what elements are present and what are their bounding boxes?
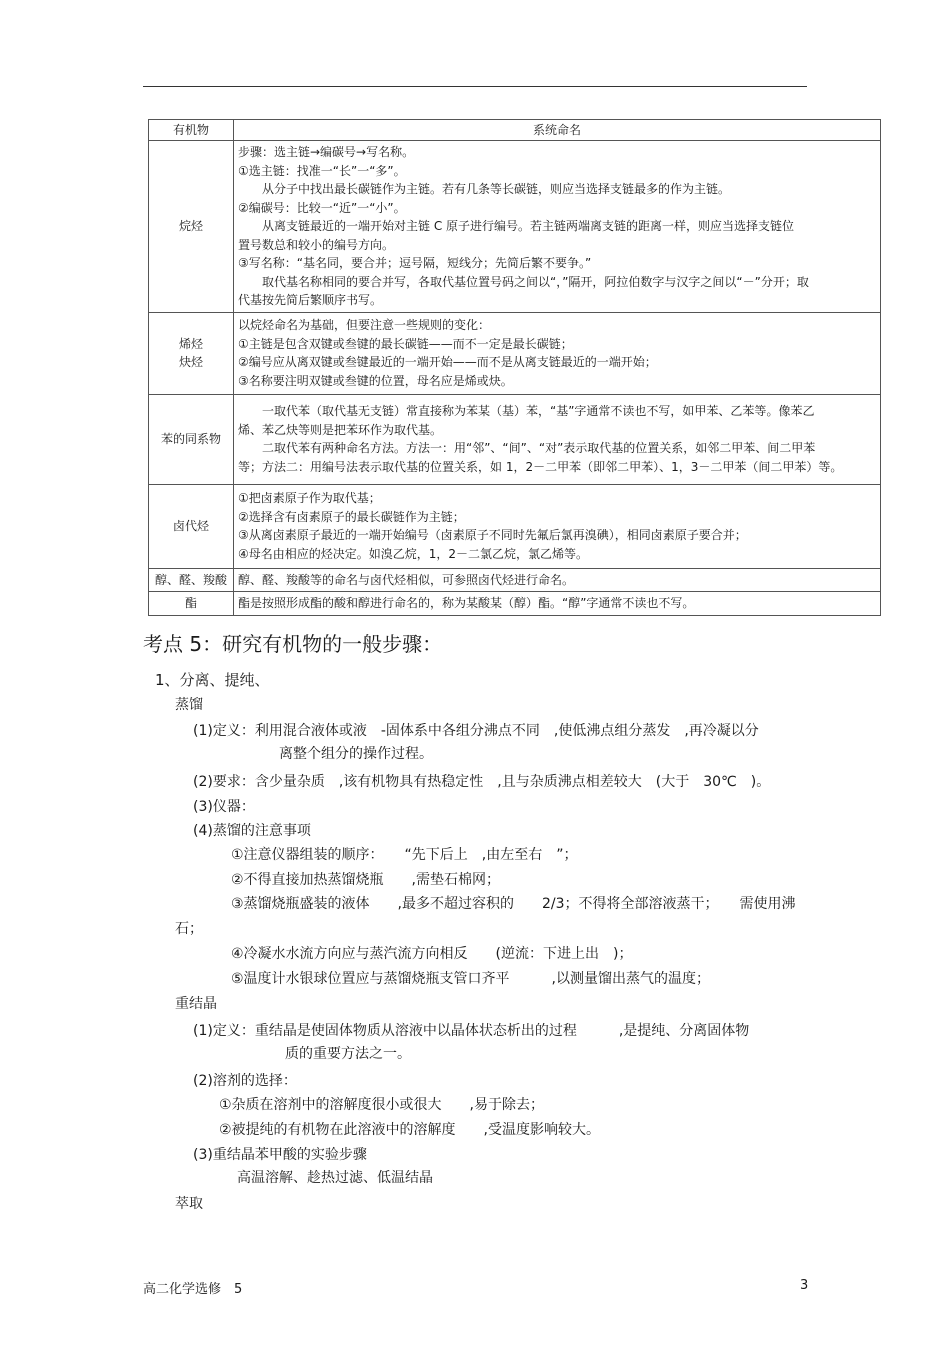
table-header-row [149, 120, 881, 141]
category-cell: 烷烃 [149, 141, 234, 313]
section-heading: 考点 5：研究有机物的一般步骤： [143, 632, 443, 656]
content-cell: 一取代苯（取代基无支链）常直接称为苯某（基）苯，“基”字通常不读也不写，如甲苯、乙苯等。像苯乙 烯、苯乙炔等则是把苯环作为取代基。 二取代苯有两种命名方法。方法一：用“邻”、“间”、“对”表示取代基的位置关系，如邻二甲苯、间二甲苯 等；方法二：用编号法表示取代基的位置关系，如 1，2－二甲苯（即邻二甲苯）、1，3－二甲苯（间二甲苯）等。 [234, 394, 881, 484]
table-row-haloalkane [149, 484, 881, 568]
recryst-solvent-2: ②被提纯的有机物在此溶液中的溶解度 ,受温度影响较大。 [219, 1122, 600, 1138]
table-row-alkane [149, 141, 881, 313]
distill-note-5: ⑤温度计水银球位置应与蒸馏烧瓶支管口齐平 ,以测量馏出蒸气的温度； [231, 971, 710, 987]
header-compound: 有机物 [149, 120, 234, 141]
recryst-solvent-1: ①杂质在溶剂中的溶解度很小或很大 ,易于除去； [219, 1097, 544, 1113]
recryst-title: 重结晶 [175, 996, 217, 1012]
distill-requirement: (2)要求：含少量杂质 ,该有机物具有热稳定性 ,且与杂质沸点相差较大 (大于 30℃ )。 [193, 774, 771, 790]
distill-title: 蒸馏 [175, 697, 203, 713]
content-cell: 步骤：选主链→编碳号→写名称。 ①选主链：找准一“长”一“多”。 从分子中找出最长碳链作为主链。若有几条等长碳链，则应当选择支链最多的作为主链。 ②编碳号：比较一“近”一“小”。 从离支链最近的一端开始对主链 C 原子进行编号。若主链两端离支链的距离一样，则应当选择支链位 置号数总和较小的编号方向。 ③写名称：“基名同，要合并；逗号隔，短线分；先简后繁不要争。” 取代基名称相同的要合并写，各取代基位置号码之间以“，”隔开，阿拉伯数字与汉字之间以“－”分开；取 代基按先简后繁顺序书写。 [234, 141, 881, 313]
recryst-def-line1: (1)定义：重结晶是使固体物质从溶液中以晶体状态析出的过程 ,是提纯、分离固体物 [193, 1023, 750, 1039]
content-cell: 以烷烃命名为基础，但要注意一些规则的变化： ①主链是包含双键或叁键的最长碳链——而不一定是最长碳链； ②编号应从离双键或叁键最近的一端开始——而不是从离支链最近的一端开始； ③名称要注明双键或叁键的位置，母名应是烯或炔。 [234, 312, 881, 394]
category-cell: 烯烃 炔烃 [149, 312, 234, 394]
recryst-steps-text: 高温溶解、趁热过滤、低温结晶 [237, 1170, 433, 1186]
subheading: 1、分离、提纯、 [155, 671, 270, 689]
distill-note-4: ④冷凝水水流方向应与蒸汽流方向相反 (逆流：下进上出 )； [231, 946, 633, 962]
table-row-alkene [149, 312, 881, 394]
content-cell: ①把卤素原子作为取代基； ②选择含有卤素原子的最长碳链作为主链； ③从离卤素原子最近的一端开始编号（卤素原子不同时先氟后氯再溴碘），相同卤素原子要合并； ④母名由相应的烃决定。如溴乙烷，1，2－二氯乙烷，氯乙烯等。 [234, 484, 881, 568]
recryst-solvent-title: (2)溶剂的选择： [193, 1073, 297, 1089]
distill-instruments: (3)仪器： [193, 799, 255, 815]
distill-notes-title: (4)蒸馏的注意事项 [193, 823, 311, 839]
recryst-def-line2: 质的重要方法之一。 [285, 1046, 411, 1062]
table-row-ester [149, 592, 881, 616]
content-cell: 醇、醛、羧酸等的命名与卤代烃相似，可参照卤代烃进行命名。 [234, 568, 881, 592]
distill-note-3: ③蒸馏烧瓶盛装的液体 ,最多不超过容积的 2/3；不得将全部溶液蒸干； 需使用沸 [231, 896, 796, 912]
distill-note-1: ①注意仪器组装的顺序： “先下后上 ,由左至右 ”； [231, 847, 578, 863]
category-cell: 卤代烃 [149, 484, 234, 568]
distill-def-line1: (1)定义：利用混合液体或液 -固体系中各组分沸点不同 ,使低沸点组分蒸发 ,再冷凝以分 [193, 723, 759, 739]
category-cell: 苯的同系物 [149, 394, 234, 484]
header-naming: 系统命名 [234, 120, 881, 141]
distill-def-line2: 离整个组分的操作过程。 [279, 746, 433, 762]
naming-table [148, 119, 881, 616]
distill-note-3-cont: 石； [175, 921, 203, 937]
content-cell: 酯是按照形成酯的酸和醇进行命名的，称为某酸某（醇）酯。“醇”字通常不读也不写。 [234, 592, 881, 616]
page-number: 3 [800, 1278, 809, 1293]
recryst-steps-title: (3)重结晶苯甲酸的实验步骤 [193, 1147, 367, 1163]
footer-course: 高二化学选修 5 [143, 1282, 243, 1297]
category-cell: 酯 [149, 592, 234, 616]
category-cell: 醇、醛、羧酸 [149, 568, 234, 592]
extraction-title: 萃取 [175, 1196, 203, 1212]
distill-note-2: ②不得直接加热蒸馏烧瓶 ,需垫石棉网； [231, 872, 500, 888]
header-rule [143, 86, 807, 87]
table-row-alcohol [149, 568, 881, 592]
table-row-benzene [149, 394, 881, 484]
